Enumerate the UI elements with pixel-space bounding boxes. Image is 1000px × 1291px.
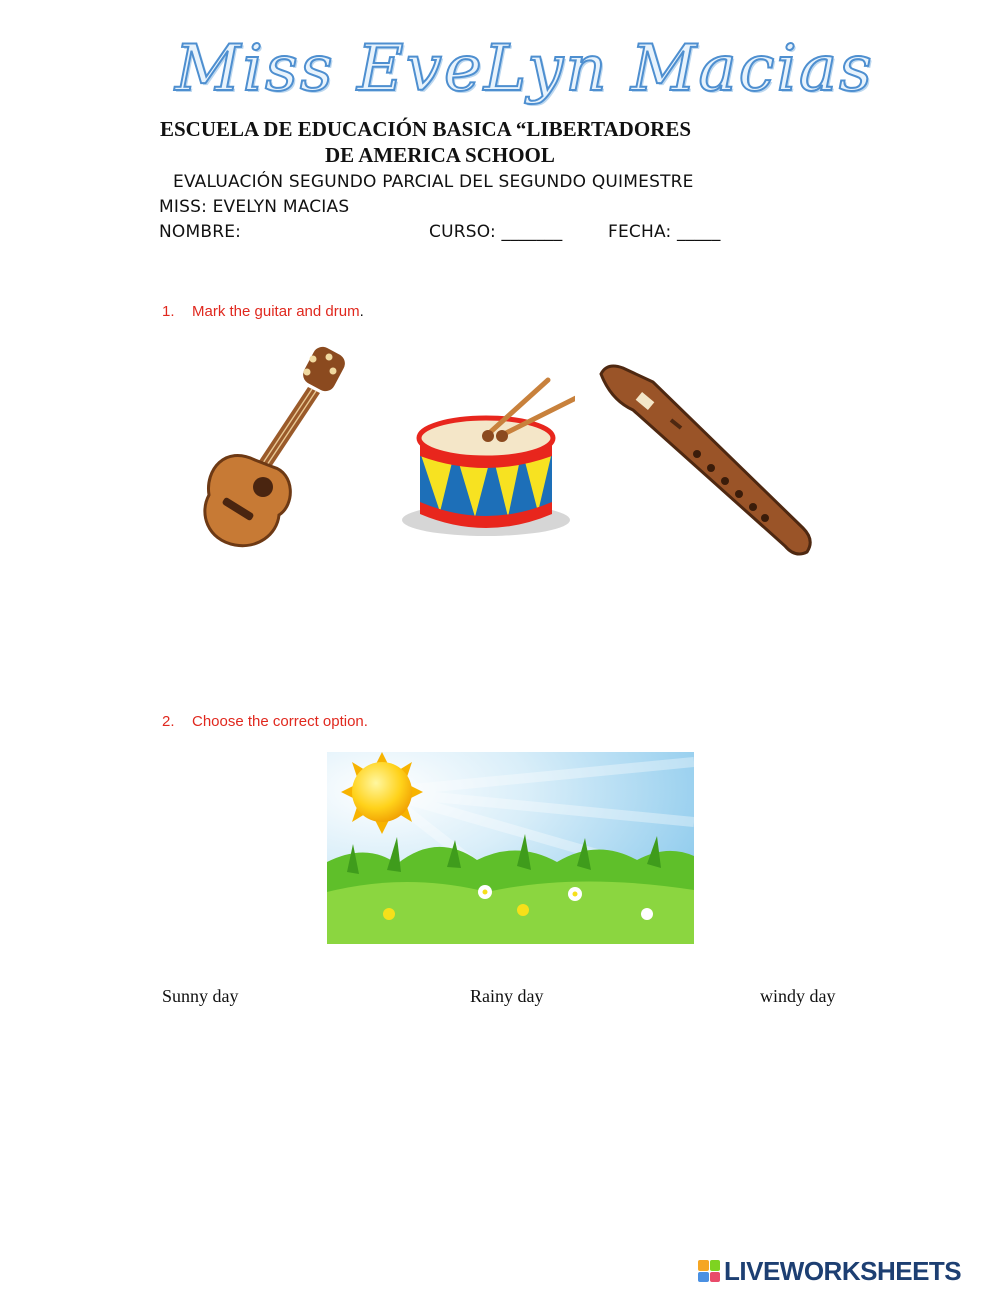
option-sunny-day[interactable]: Sunny day (162, 986, 239, 1006)
liveworksheets-logo (698, 1256, 961, 1286)
logo-icon (698, 1260, 720, 1282)
name-label: NOMBRE: (159, 222, 242, 242)
logo-text: LIVEWORKSHEETS (724, 1255, 962, 1286)
question-2-text: Choose the correct option. (192, 713, 368, 730)
guitar-icon[interactable] (195, 345, 350, 550)
teacher-name: MISS: EVELYN MACIAS (159, 197, 350, 217)
option-windy-day[interactable]: windy day (760, 986, 836, 1006)
question-2 (162, 713, 368, 730)
course-label: CURSO: _______ (429, 222, 563, 242)
logo-square (698, 1272, 709, 1283)
evaluation-title: EVALUACIÓN SEGUNDO PARCIAL DEL SEGUNDO QUIMESTRE (173, 172, 694, 192)
sunny-meadow-image (327, 752, 694, 944)
school-name-line1: ESCUELA DE EDUCACIÓN BASICA “LIBERTADORES (160, 117, 691, 141)
logo-square (698, 1260, 709, 1271)
drum-icon[interactable] (400, 372, 575, 547)
question-1-period: . (359, 303, 364, 320)
logo-square (710, 1260, 721, 1271)
question-2-number: 2. (162, 713, 175, 730)
school-name-line2: DE AMERICA SCHOOL (325, 143, 555, 167)
flute-icon[interactable] (593, 360, 821, 560)
brand-title: Miss EveLyn Macias (175, 32, 874, 106)
question-1-text: Mark the guitar and drum (192, 303, 360, 320)
option-rainy-day[interactable]: Rainy day (470, 986, 544, 1006)
question-1 (162, 303, 364, 320)
question-1-number: 1. (162, 303, 175, 320)
date-label: FECHA: _____ (608, 222, 721, 242)
logo-square (710, 1272, 721, 1283)
